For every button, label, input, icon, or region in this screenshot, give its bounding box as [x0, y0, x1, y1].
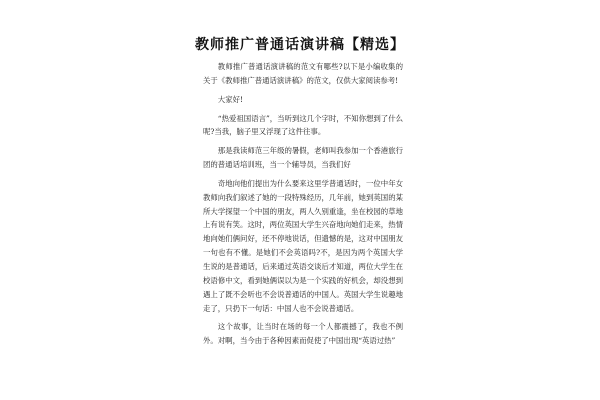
document-title: 教师推广普通话演讲稿【精选】	[195, 37, 405, 53]
paragraph-greeting: 大家好!	[217, 94, 243, 104]
paragraph-intro: 教师推广普通话演讲稿的范文有哪些?以下是小编收集的关于《教师推广普通话演讲稿》的范文，仅供大家阅读参考!	[203, 62, 403, 85]
paragraph-reflection: 这个故事，让当时在场的每一个人都震撼了，我也不例外。对啊，当今由于各种因素而促使了中国出现“英语过热”	[203, 322, 403, 346]
paragraph-story: 奇地向他们提出为什么要来这里学普通话时，一位中年女教师向我们叙述了她的一段特殊经历，几年前，她到英国的某所大学探望一个中国的朋友，两人久别重逢，坐在校园的草地上有说有笑。这时，两位英国大学生兴奋地向她们走来，热情地向她们俩问好，还不停地说话，但遗憾的是，这对中国朋友一句也有不懂。是她们不会英语吗?不，是因为两个英国大学生说的是普通话，后来通过英语交谈后才知道，两位大学生在校语修中文，看到她俩误以为是一个实践的好机会，却没想到遇上了既不会听也不会说普通话的中国人。英国大学生说趣地走了，只扔下一句话：中国人也不会说普通话。	[203, 178, 403, 313]
document-body	[203, 60, 403, 353]
paragraph-memory: 那是我读师范三年级的暑假，老师叫我参加一个香港旅行团的普通话培训班，当一个辅导员，当我们好	[203, 146, 403, 170]
paragraph-opening: “热爱祖国语言”，当听到这几个字时，不知你想到了什么呢?当我，脑子里又浮现了这件往事。	[203, 113, 403, 137]
